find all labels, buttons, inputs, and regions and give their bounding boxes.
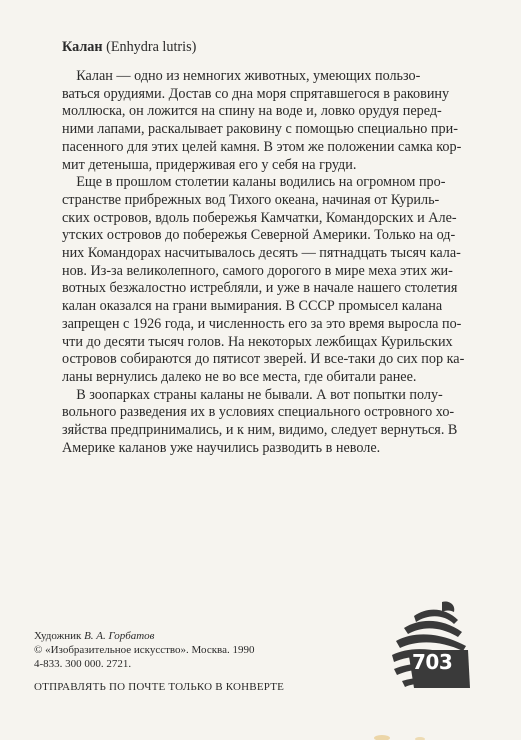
text-line: Америке каланов уже научились разводить в неволе. — [62, 439, 381, 456]
artist-label: Художник — [34, 630, 82, 642]
series-number: 703 — [412, 650, 453, 674]
text-line: Калан — одно из немногих животных, умеющих пользо- — [62, 68, 421, 84]
text-line: вольного разведения их в условиях специального островного хо- — [62, 404, 455, 421]
text-line: странстве прибрежных вод Тихого океана, начиная от Куриль- — [62, 191, 440, 208]
text-line: В зоопарках страны каланы не бывали. А вот попытки полу- — [62, 386, 443, 403]
text-line: запрещен с 1926 года, и численность его за это время выросла по- — [62, 315, 462, 332]
text-line: чти до десяти тысяч голов. На некоторых лежбищах Курильских — [62, 333, 453, 350]
text-line: моллюска, он ложится на спину на воде и, ловко орудуя перед- — [62, 103, 442, 120]
artist-credit — [34, 629, 374, 643]
publisher-line: © «Изобразительное искусство». Москва. 1990 — [34, 644, 255, 656]
artist-name: В. А. Горбатов — [84, 630, 155, 642]
mailing-notice: ОТПРАВЛЯТЬ ПО ПОЧТЕ ТОЛЬКО В КОНВЕРТЕ — [34, 681, 285, 693]
text-line: островов собираются до пятисот зверей. И все-таки до сих пор ка- — [62, 351, 465, 368]
text-line: вотных безжалостно истребляли, и уже в начале нашего столетия — [62, 280, 458, 297]
article-title — [62, 37, 482, 57]
text-line: ских островов, вдоль побережья Камчатки, Командорских и Але- — [62, 209, 457, 226]
zebra-head-icon — [384, 598, 472, 692]
species-name: Калан — [62, 39, 103, 55]
text-line: нов. Из-за великолепного, самого дорогого в мире меха этих жи- — [62, 262, 453, 279]
paragraph-1 — [62, 68, 474, 174]
print-code: 4-833. 300 000. 2721. — [34, 658, 132, 670]
text-line: зяйства предпринимались, и к ним, видимо, следует вернуться. В — [62, 422, 458, 439]
paragraph-3 — [62, 387, 474, 458]
text-line: ваться орудиями. Достав со дна моря спрятавшегося в раковину — [62, 85, 450, 102]
text-line: ланы вернулись далеко не во все места, где обитали ранее. — [62, 368, 417, 385]
text-line: ними лапами, раскалывает раковину с помощью специально при- — [62, 121, 458, 138]
text-line: утских островов до побережья Северной Америки. Только на од- — [62, 227, 456, 244]
credits-block — [34, 629, 374, 671]
article-body — [62, 68, 474, 457]
text-line: них Командорах насчитывалось десять — пятнадцать тысяч кала- — [62, 245, 461, 262]
paragraph-2 — [62, 174, 474, 386]
text-line: Еще в прошлом столетии каланы водились на огромном про- — [62, 174, 446, 191]
text-line: мит детеныша, придерживая его у себя на груди. — [62, 156, 357, 173]
species-latin-name: (Enhydra lutris) — [106, 39, 197, 55]
paper-stain — [360, 728, 500, 740]
text-line: калан оказался на грани вымирания. В СССР промысел калана — [62, 298, 443, 315]
text-line: пасенного для этих целей камня. В этом же положении самка кор- — [62, 138, 462, 155]
